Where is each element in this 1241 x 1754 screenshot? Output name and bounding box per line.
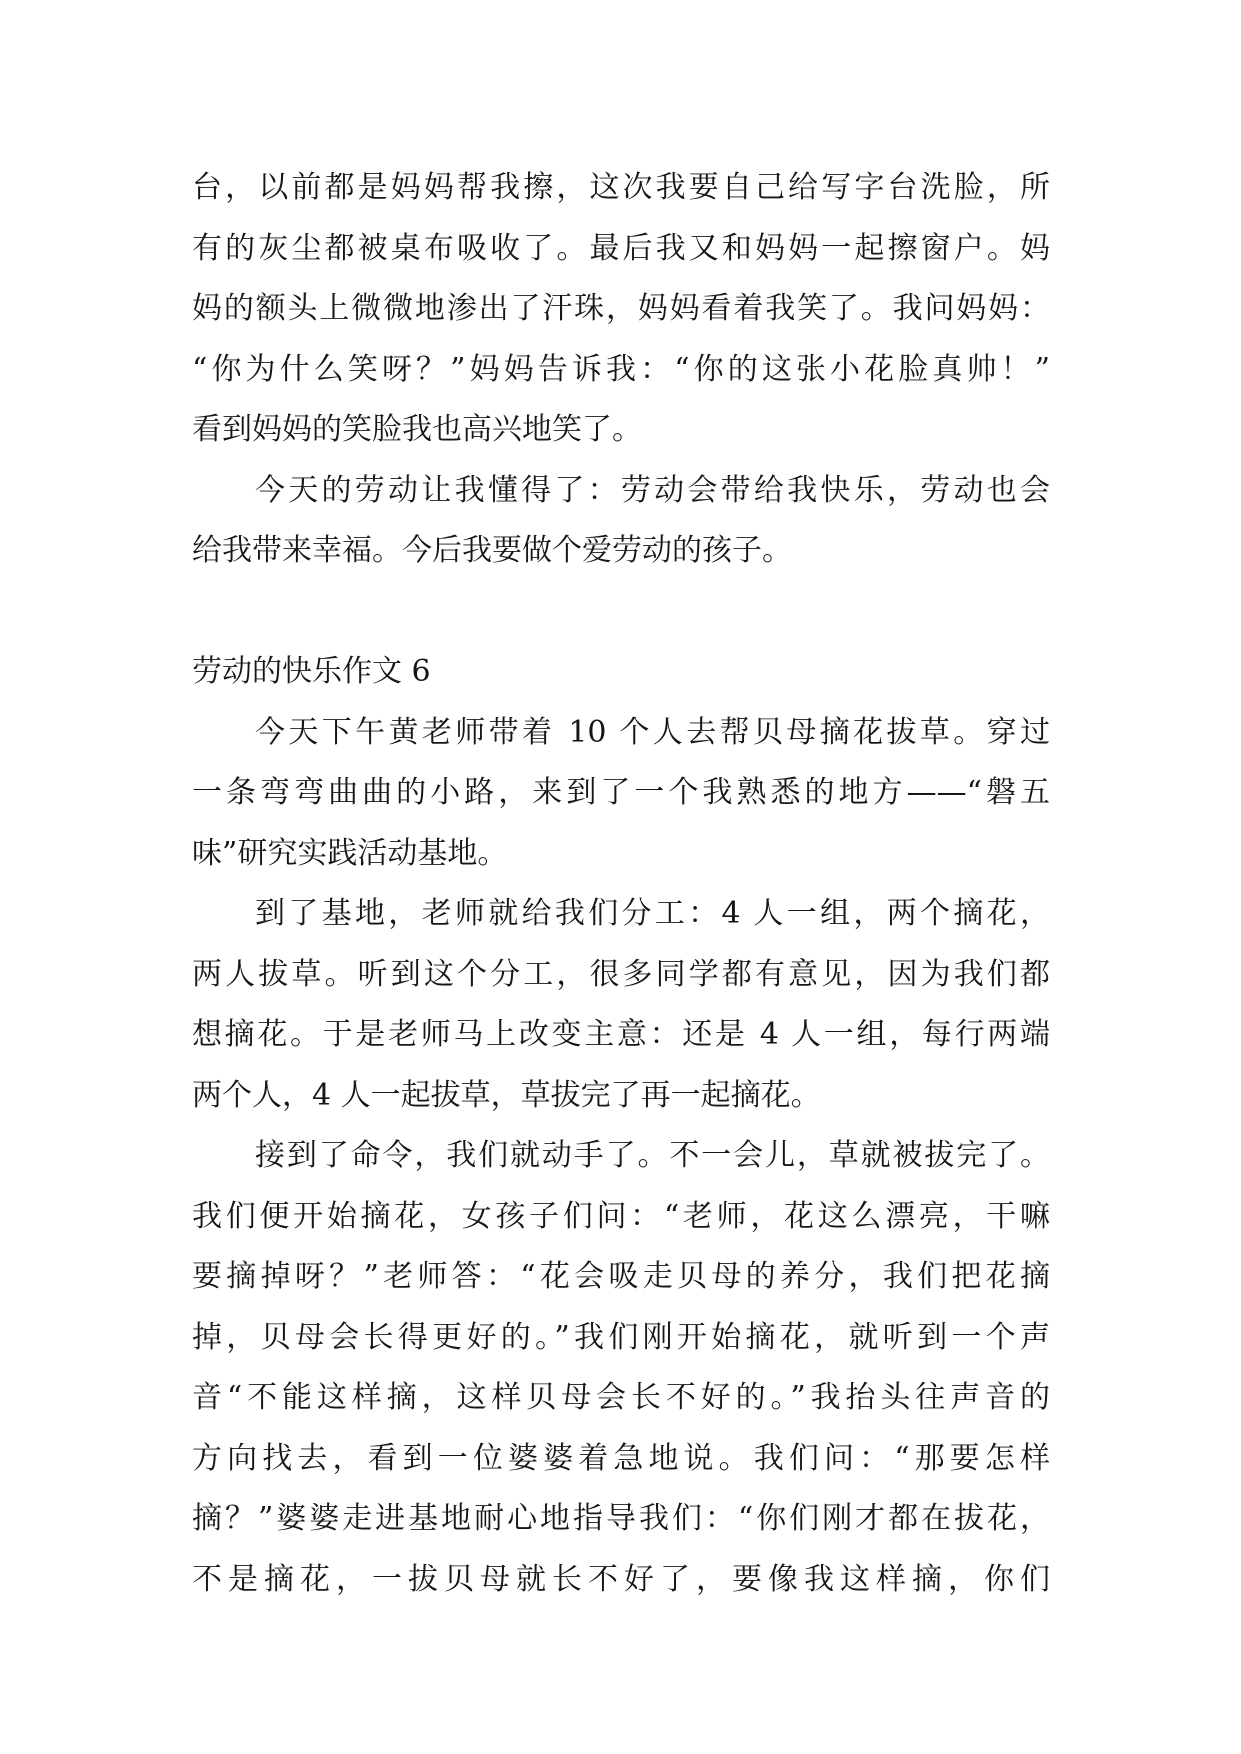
text-line: 妈的额头上微微地渗出了汗珠，妈妈看着我笑了。我问妈妈： xyxy=(192,291,1050,326)
text-line: 看到妈妈的笑脸我也高兴地笑了。 xyxy=(192,412,642,447)
paragraph xyxy=(192,158,1050,461)
text-line: 一条弯弯曲曲的小路，来到了一个我熟悉的地方——“磐五 xyxy=(192,775,1050,810)
document-body xyxy=(192,158,1050,1610)
text-line: 到了基地，老师就给我们分工：4 人一组，两个摘花， xyxy=(255,896,1050,931)
text-line: 要摘掉呀？”老师答：“花会吸走贝母的养分，我们把花摘 xyxy=(192,1259,1050,1294)
text-line: 掉，贝母会长得更好的。”我们刚开始摘花，就听到一个声 xyxy=(192,1319,1050,1355)
text-line: 两人拔草。听到这个分工，很多同学都有意见，因为我们都 xyxy=(192,956,1050,992)
paragraph xyxy=(192,703,1050,885)
text-line: 我们便开始摘花，女孩子们问：“老师，花这么漂亮，干嘛 xyxy=(192,1198,1050,1234)
text-line: 台，以前都是妈妈帮我擦，这次我要自己给写字台洗脸，所 xyxy=(192,170,1050,205)
text-line: 今天下午黄老师带着 10 个人去帮贝母摘花拔草。穿过 xyxy=(255,714,1050,750)
text-line: 有的灰尘都被桌布吸收了。最后我又和妈妈一起擦窗户。妈 xyxy=(192,230,1050,266)
paragraph xyxy=(192,461,1050,582)
text-line: 两个人，4 人一起拔草，草拔完了再一起摘花。 xyxy=(192,1077,821,1113)
text-line: 不是摘花，一拔贝母就长不好了，要像我这样摘，你们 xyxy=(192,1561,1050,1597)
paragraph xyxy=(192,1126,1050,1610)
text-line: 摘？”婆婆走进基地耐心地指导我们：“你们刚才都在拔花， xyxy=(192,1501,1050,1536)
section-title: 劳动的快乐作文 6 xyxy=(192,654,431,689)
paragraph xyxy=(192,884,1050,1126)
text-line: 想摘花。于是老师马上改变主意：还是 4 人一组，每行两端 xyxy=(192,1017,1050,1052)
text-line: “你为什么笑呀？”妈妈告诉我：“你的这张小花脸真帅！” xyxy=(192,351,1050,387)
text-line: 音“不能这样摘，这样贝母会长不好的。”我抬头往声音的 xyxy=(192,1380,1050,1415)
text-line: 接到了命令，我们就动手了。不一会儿，草就被拔完了。 xyxy=(255,1138,1050,1173)
text-line: 给我带来幸福。今后我要做个爱劳动的孩子。 xyxy=(192,533,792,568)
text-line: 方向找去，看到一位婆婆着急地说。我们问：“那要怎样 xyxy=(192,1440,1050,1476)
text-line: 味”研究实践活动基地。 xyxy=(192,835,508,871)
text-line: 今天的劳动让我懂得了：劳动会带给我快乐，劳动也会 xyxy=(255,472,1050,508)
